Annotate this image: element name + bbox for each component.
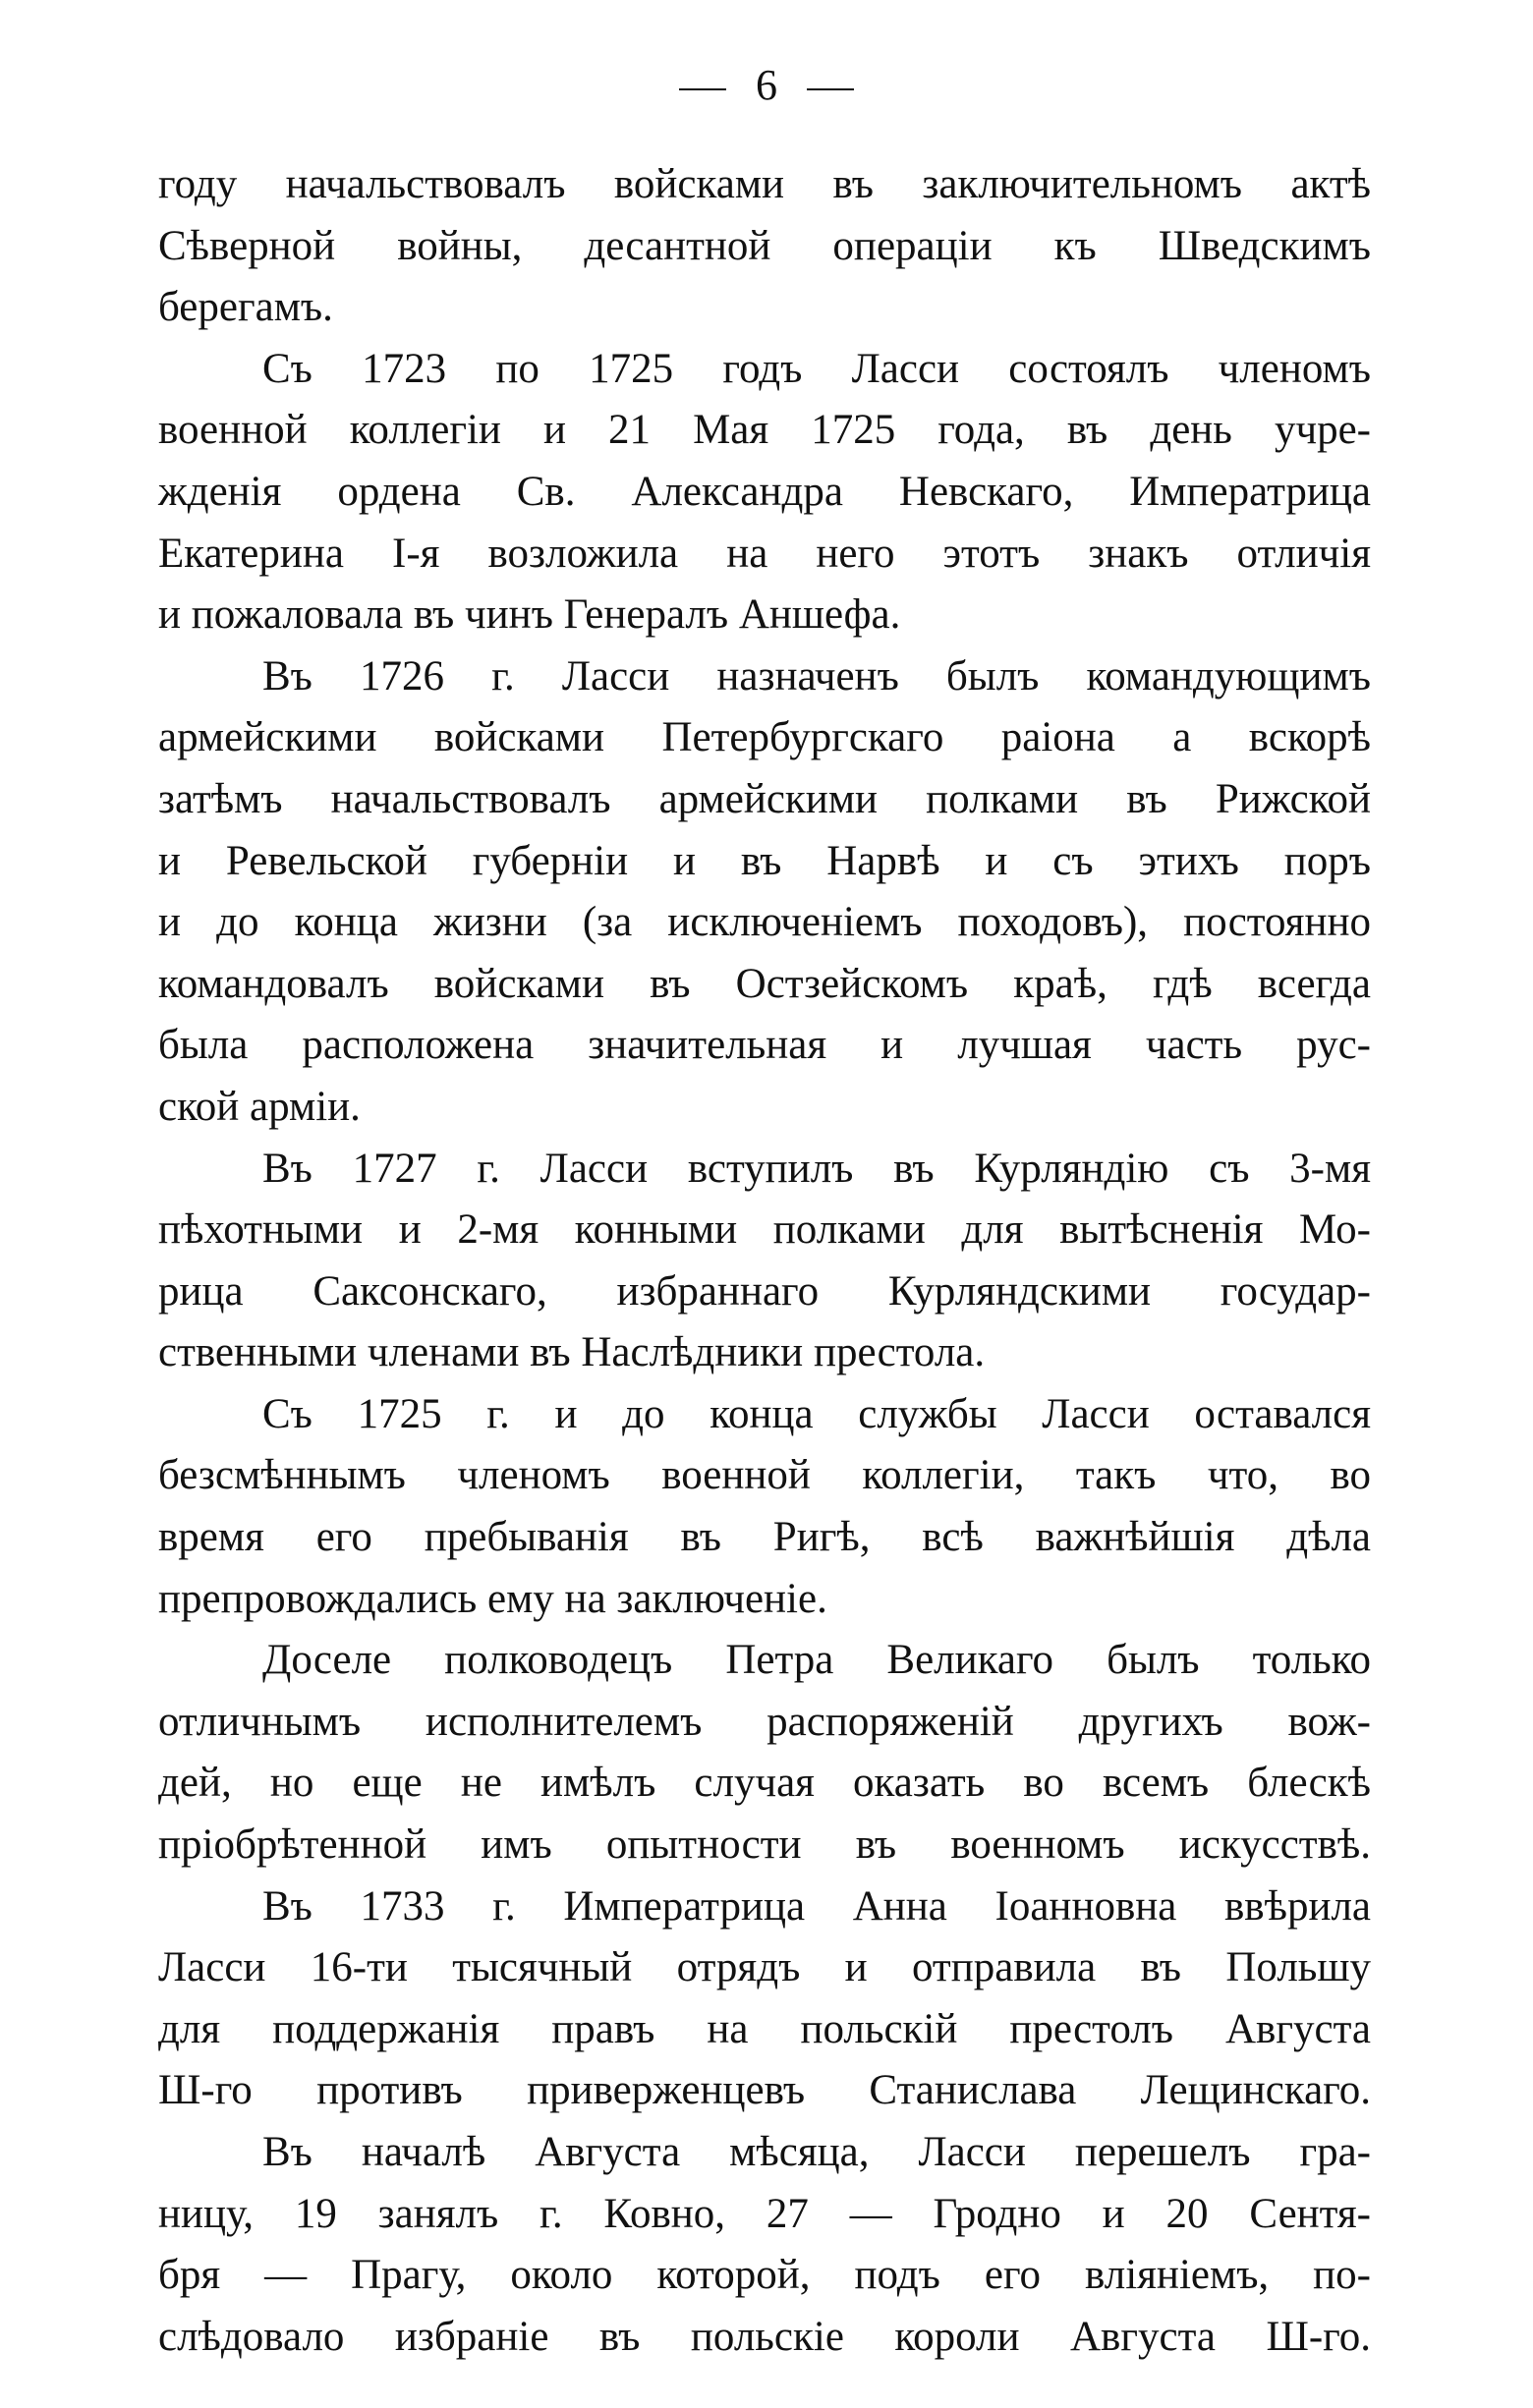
page-header	[0, 61, 1533, 110]
text-line: и Ревельской губерніи и въ Нарвѣ и съ этихъ поръ	[158, 837, 1371, 884]
page-number-dash-left	[679, 88, 726, 90]
text-line: жденія ордена Св. Александра Невскаго, Императрица	[158, 468, 1371, 515]
text-line: была расположена значительная и лучшая часть рус-	[158, 1022, 1371, 1069]
paragraph	[158, 154, 1371, 339]
text-line: Въ 1726 г. Ласси назначенъ былъ командующимъ	[262, 652, 1371, 700]
text-line: году начальствовалъ войсками въ заключительномъ актѣ	[158, 161, 1371, 207]
text-line: Въ началѣ Августа мѣсяца, Ласси перешелъ гра-	[262, 2129, 1371, 2175]
text-line: Ласси 16-ти тысячный отрядъ и отправила въ Польшу	[158, 1944, 1371, 1991]
text-line: безсмѣннымъ членомъ военной коллегіи, такъ что, во	[158, 1452, 1371, 1499]
text-line: Въ 1733 г. Императрица Анна Іоанновна ввѣрила	[262, 1882, 1371, 1930]
paragraph	[158, 1876, 1371, 2122]
text-line: армейскими войсками Петербургскаго раіона а вскорѣ	[158, 714, 1371, 761]
text-line: ственными членами въ Наслѣдники престола.	[158, 1329, 986, 1376]
text-line: рица Саксонскаго, избраннаго Курляндскими государ-	[158, 1267, 1371, 1315]
text-line: Съ 1723 по 1725 годъ Ласси состоялъ членомъ	[262, 345, 1371, 392]
text-line: пѣхотными и 2-мя конными полками для вытѣсненія Мо-	[158, 1206, 1371, 1254]
text-line: пріобрѣтенной имъ опытности въ военномъ искусствѣ.	[158, 1821, 1371, 1869]
text-line: и пожаловала въ чинъ Генералъ Аншефа.	[158, 591, 901, 639]
page-number-dash-right	[807, 88, 854, 90]
paragraph	[158, 339, 1371, 646]
text-line: отличнымъ исполнителемъ распоряженій другихъ вож-	[158, 1698, 1371, 1745]
text-line: военной коллегіи и 21 Мая 1725 года, въ день учре-	[158, 407, 1371, 454]
paragraph	[158, 1139, 1371, 1384]
paragraph	[158, 2122, 1371, 2368]
text-line: и до конца жизни (за исключеніемъ походовъ), постоянно	[158, 899, 1371, 946]
text-line: бря — Прагу, около которой, подъ его вліяніемъ, по-	[158, 2252, 1371, 2299]
text-line: затѣмъ начальствовалъ армейскими полками въ Рижской	[158, 775, 1371, 822]
text-line: Сѣверной войны, десантной операціи къ Шведскимъ	[158, 222, 1371, 269]
page-number: 6	[756, 61, 777, 109]
text-line: слѣдовало избраніе въ польскіе короли Августа Ш-го.	[158, 2313, 1371, 2360]
paragraph	[158, 646, 1371, 1139]
text-line: препровождались ему на заключеніе.	[158, 1575, 827, 1622]
text-line: командовалъ войсками въ Остзейскомъ краѣ, гдѣ всегда	[158, 960, 1371, 1007]
text-line: дей, но еще не имѣлъ случая оказать во всемъ блескѣ	[158, 1760, 1371, 1807]
text-line: берегамъ.	[158, 284, 333, 331]
text-line: ской арміи.	[158, 1083, 361, 1130]
text-line: Доселе полководецъ Петра Великаго былъ только	[262, 1637, 1371, 1684]
text-line: Съ 1725 г. и до конца службы Ласси оставался	[262, 1390, 1371, 1437]
paragraph	[158, 1630, 1371, 1876]
text-line: для поддержанія правъ на польскій престолъ Августа	[158, 2005, 1371, 2052]
text-line: ницу, 19 занялъ г. Ковно, 27 — Гродно и 20 Сентя-	[158, 2190, 1371, 2237]
text-line: Ш-го противъ приверженцевъ Станислава Лещинскаго.	[158, 2067, 1371, 2114]
text-line: время его пребыванія въ Ригѣ, всѣ важнѣйшія дѣла	[158, 1514, 1371, 1561]
text-line: Екатерина І-я возложила на него этотъ знакъ отличія	[158, 530, 1371, 577]
paragraph	[158, 1384, 1371, 1630]
body-text	[158, 154, 1371, 2368]
text-line: Въ 1727 г. Ласси вступилъ въ Курляндію съ 3-мя	[262, 1145, 1371, 1192]
